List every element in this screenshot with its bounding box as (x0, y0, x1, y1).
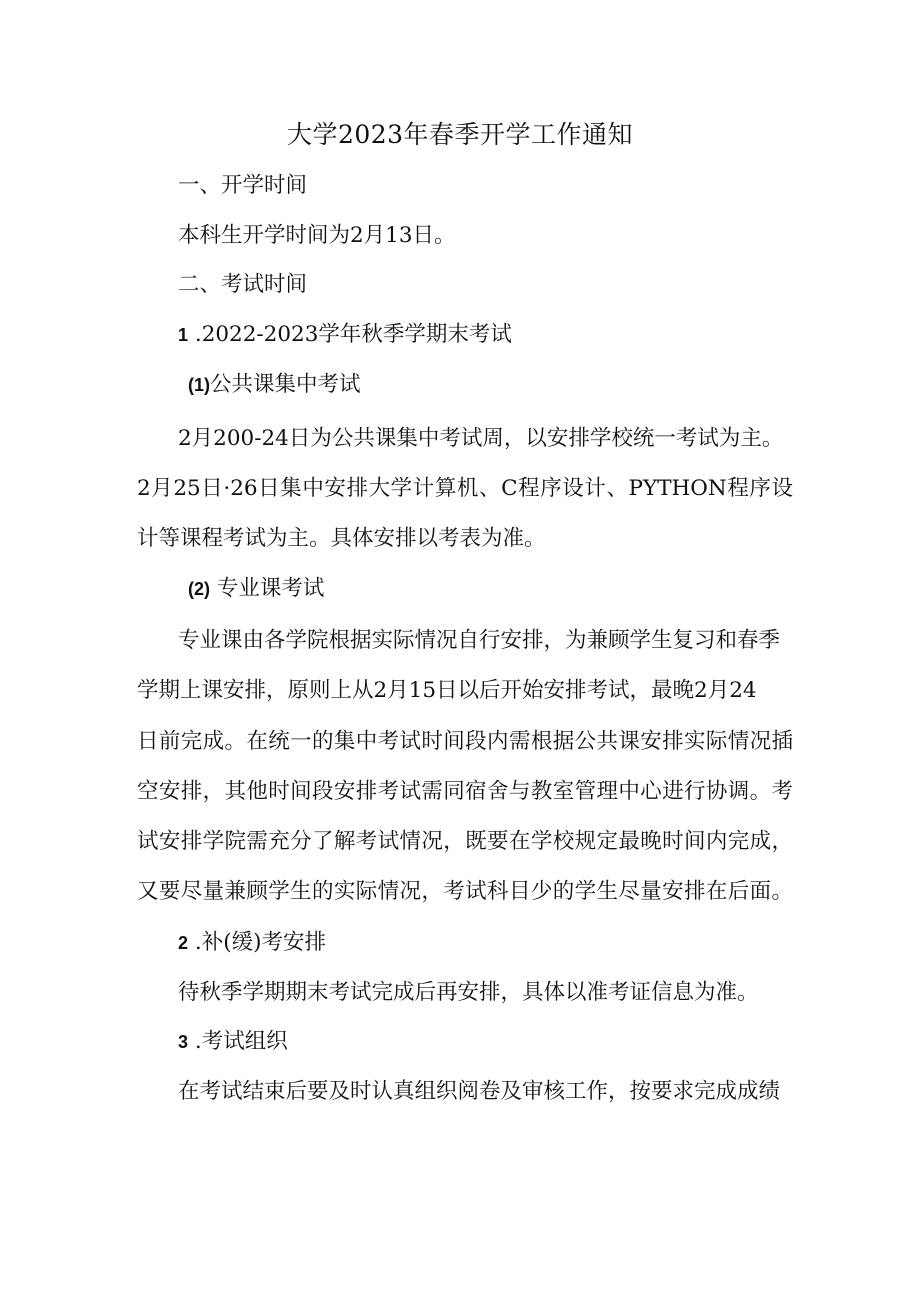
section1-heading: 一、开学时间 (178, 173, 308, 198)
sub2-text: 专业课考试 (216, 576, 325, 601)
sub2-label: (2) (188, 579, 210, 599)
sub1-paragraph-line-3: 计等课程考试为主。具体安排以考表为准。 (137, 526, 546, 551)
sub2-paragraph-line-2: 学期上课安排，原则上从2月15日以后开始安排考试，最晚2月24 (137, 678, 757, 703)
item2-number: 2 (178, 933, 189, 953)
item2-heading (178, 928, 326, 958)
section1-body: 本科生开学时间为2月13日。 (178, 223, 456, 248)
document-title: 大学2023年春季开学工作通知 (286, 120, 634, 149)
sub2-paragraph-line-5: 试安排学院需充分了解考试情况，既要在学校规定最晚时间内完成， (137, 829, 793, 854)
sub1-text: 公共课集中考试 (210, 372, 361, 397)
item2-body: 待秋季学期期末考试完成后再安排，具体以准考证信息为准。 (178, 980, 759, 1005)
item1-number: 1 (178, 325, 189, 345)
item1-text: .2022-2023学年秋季学期末考试 (194, 322, 512, 347)
item3-number: 3 (178, 1032, 189, 1052)
sub2-paragraph-line-4: 空安排，其他时间段安排考试需同宿舍与教室管理中心进行协调。考 (137, 779, 793, 804)
item1-heading (178, 320, 512, 350)
sub2-paragraph-line-6: 又要尽量兼顾学生的实际情况，考试科目少的学生尽量安排在后面。 (137, 879, 793, 904)
sub1-label: (1) (188, 375, 210, 395)
sub2-heading (188, 574, 324, 604)
item3-body: 在考试结束后要及时认真组织阅卷及审核工作，按要求完成成绩 (178, 1079, 781, 1104)
sub2-paragraph-line-3: 日前完成。在统一的集中考试时间段内需根据公共课安排实际情况插 (137, 729, 793, 754)
section2-heading: 二、考试时间 (178, 272, 308, 297)
item3-heading (178, 1027, 288, 1057)
item3-text: .考试组织 (194, 1029, 288, 1054)
sub1-paragraph-line-1: 2月200-24日为公共课集中考试周，以安排学校统一考试为主。 (178, 426, 784, 451)
sub1-heading (188, 370, 361, 400)
sub1-paragraph-line-2: 2月25日·26日集中安排大学计算机、C程序设计、PYTHON程序设 (137, 476, 793, 501)
item2-text: .补(缓)考安排 (194, 930, 326, 955)
sub2-paragraph-line-1: 专业课由各学院根据实际情况自行安排，为兼顾学生复习和春季 (178, 628, 781, 653)
